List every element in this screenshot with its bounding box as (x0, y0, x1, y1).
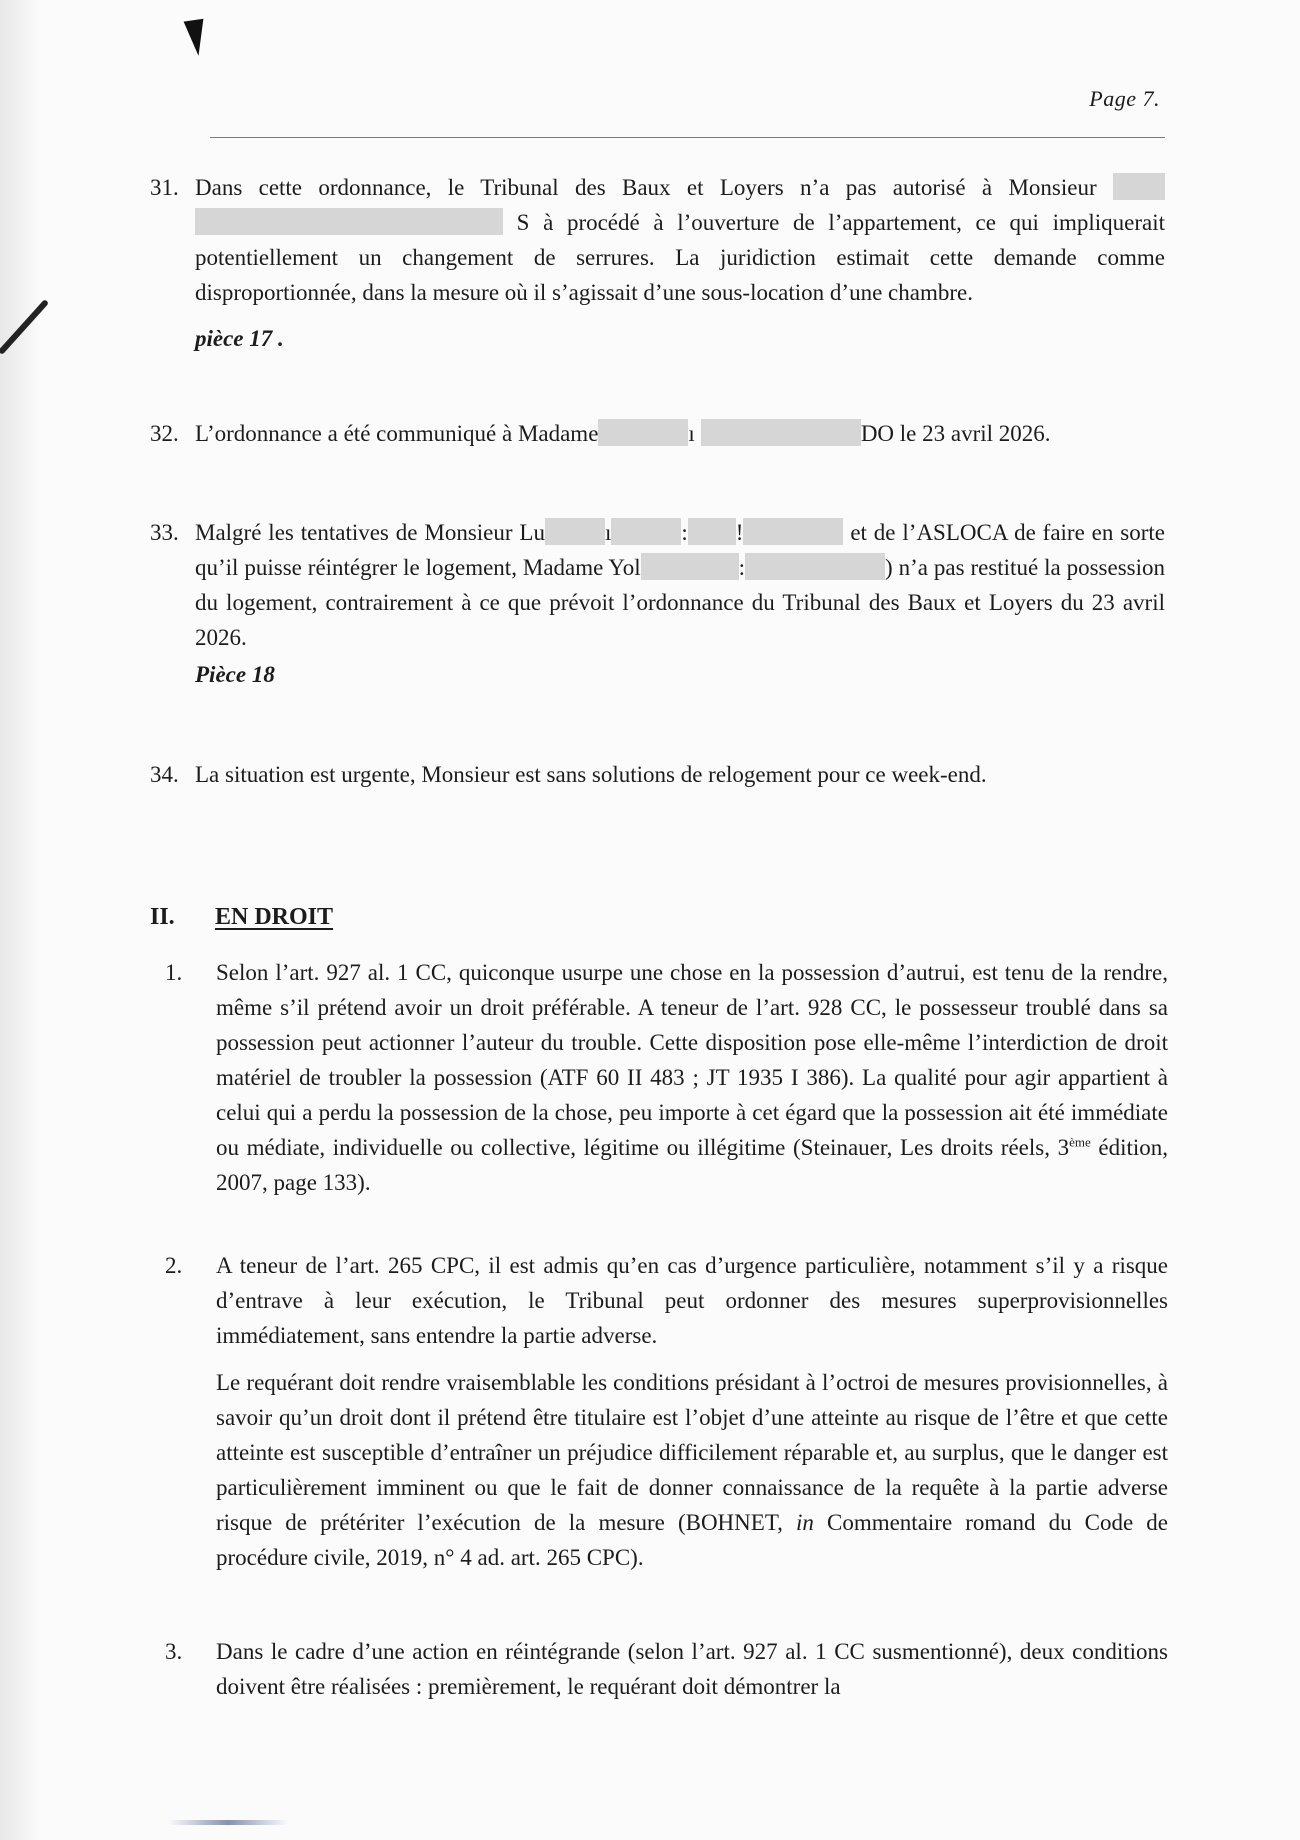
paragraph-number: 32. (150, 421, 179, 446)
text-segment: S à procédé à l’ouverture de l’appartement, ce qui impliquerait potentiellement un changement de serrures. La juridiction estimait cette demande comme disproportionnée, dans la mesure où il s’agissait d’une sous-location d’une chambre. (195, 210, 1165, 305)
redaction-box (195, 208, 503, 235)
text-segment: Dans cette ordonnance, le Tribunal des Baux et Loyers n’a pas autorisé à Monsieur (195, 175, 1097, 200)
paragraph-number: 33. (150, 520, 179, 545)
text-segment: ) n’a pas restitué la possession du logement, contrairement à ce que prévoit l’ordonnance du Tribunal des Baux et Loyers du 23 avril 2026. (195, 555, 1165, 650)
paragraph-number: 3. (165, 1639, 183, 1664)
paragraph-text (216, 955, 1168, 1200)
paragraph-33 (150, 515, 1165, 655)
paragraph-32 (150, 416, 1165, 451)
paragraph-text: A teneur de l’art. 265 CPC, il est admis qu’en cas d’urgence particulière, notamment s’il y a risque d’entrave à leur exécution, le Tribunal peut ordonner des mesures superprovisionnelles immédiatement, sans entendre la partie adverse. (216, 1253, 1168, 1348)
text-segment: : (738, 555, 745, 580)
paragraph-text (216, 1365, 1168, 1575)
exhibit-reference-17: pièce 17 . (195, 326, 284, 351)
section-title: EN DROIT (215, 904, 334, 930)
corner-mark (184, 19, 209, 57)
paragraph-number: 31. (150, 175, 179, 200)
paragraph-text: La situation est urgente, Monsieur est sans solutions de relogement pour ce week-end. (195, 762, 987, 787)
scan-shadow (0, 0, 40, 1840)
text-segment: Commentaire romand du Code de procédure civile, 2019, n° 4 ad. art. 265 CPC). (216, 1510, 1169, 1570)
redaction-box (1113, 173, 1165, 200)
italic-term: in (796, 1510, 814, 1535)
paragraph-number: 34. (150, 762, 179, 787)
paragraph-34 (150, 757, 1165, 792)
text-segment: édition, 2007, page 133). (216, 1135, 1168, 1195)
superscript: ème (1069, 1134, 1091, 1150)
text-segment: Selon l’art. 927 al. 1 CC, quiconque usurpe une chose en la possession d’autrui, est tenu de la rendre, même s’il prétend avoir un droit préférable. A teneur de l’art. 928 CC, le possesseur troublé dans sa possession peut actionner l’auteur du trouble. Cette disposition pose elle-même l’interdiction de droit matériel de troubler la possession (ATF 60 II 483 ; JT 1935 I 386). La qualité pour agir appartient à celui qui a perdu la possession de la chose, peu importe à cet égard que la possession ait été immédiate ou médiate, individuelle ou collective, légitime ou illégitime (Steinauer, Les droits réels, 3 (216, 960, 1168, 1160)
text-segment: DO le 23 avril 2026. (860, 421, 1051, 446)
text-segment: ! (735, 520, 744, 545)
redaction-box (743, 518, 843, 545)
redaction-box (598, 419, 688, 446)
redaction-box (545, 518, 605, 545)
paragraph-text (195, 416, 1165, 451)
text-segment: L’ordonnance a été communiqué à Madame (195, 421, 599, 446)
law-paragraph-3 (150, 1634, 1168, 1704)
scan-smudge (168, 1820, 288, 1825)
redaction-box (745, 553, 885, 580)
exhibit-reference-18: Pièce 18 (195, 662, 275, 687)
law-paragraph-2 (150, 1248, 1168, 1353)
header-rule (210, 137, 1165, 138)
redaction-box (641, 553, 739, 580)
text-segment: Malgré les tentatives de Monsieur Lu (195, 520, 545, 545)
section-number: II. (150, 904, 175, 930)
text-segment: et de l’ASLOCA de faire en sorte qu’il puisse réintégrer le logement, Madame Yol (195, 520, 1165, 580)
paragraph-number: 1. (165, 960, 183, 985)
law-paragraph-2-continued (216, 1365, 1168, 1575)
redaction-box (701, 419, 861, 446)
paragraph-text: Dans le cadre d’une action en réintégrande (selon l’art. 927 al. 1 CC susmentionné), deux conditions doivent être réalisées : premièrement, le requérant doit démontrer la (216, 1639, 1168, 1699)
text-segment: ı (688, 421, 695, 446)
text-segment: : (681, 520, 688, 545)
text-segment: Le requérant doit rendre vraisemblable les conditions présidant à l’octroi de mesures provisionnelles, à savoir qu’un droit dont il prétend être titulaire est l’objet d’une atteinte au risque de l’être et que cette atteinte est susceptible d’entraîner un préjudice difficilement réparable et, au surplus, que le danger est particulièrement imminent ou que le fait de donner connaissance de la requête à la partie adverse risque de prétériter l’exécution de la mesure (BOHNET, (216, 1370, 1168, 1535)
redaction-box (611, 518, 681, 545)
text-segment: ı (604, 520, 612, 545)
section-heading (150, 904, 333, 931)
paragraph-text (195, 515, 1165, 655)
paragraph-text (195, 170, 1165, 310)
paragraph-31 (150, 170, 1165, 310)
paragraph-number: 2. (165, 1253, 183, 1278)
law-paragraph-1 (150, 955, 1168, 1200)
redaction-box (688, 518, 736, 545)
page-number: Page 7. (1089, 86, 1160, 111)
